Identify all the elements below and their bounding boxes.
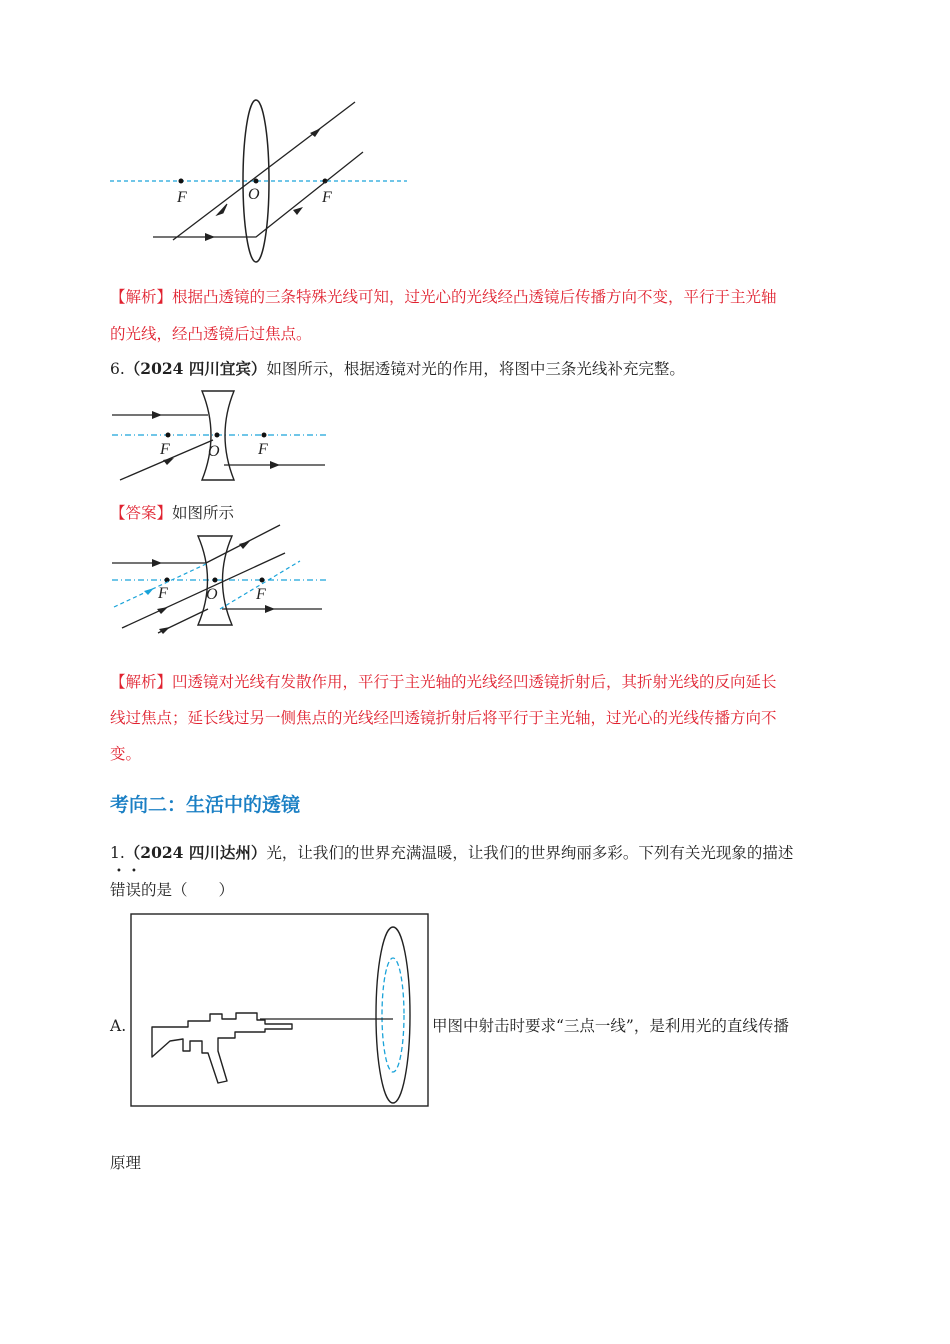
answer-tag: 【答案】	[110, 504, 173, 522]
analysis-6-line1	[110, 672, 777, 692]
label-f-left: F	[158, 585, 168, 602]
analysis-6-line3: 变。	[110, 745, 142, 763]
question-text: 如图所示，根据透镜对光的作用，将图中三条光线补充完整。	[266, 360, 685, 378]
label-o: O	[248, 186, 260, 203]
rifle-target-figure	[130, 913, 430, 1108]
question-text: 光，让我们的世界充满温暖，让我们的世界绚丽多彩。下列有关光现象的描述	[266, 844, 794, 862]
target-outer	[376, 927, 410, 1103]
question-6	[110, 359, 685, 379]
rifle-icon	[152, 1013, 292, 1083]
focus-right-dot	[262, 433, 267, 438]
arrow-extension-lower	[144, 588, 154, 595]
option-a-label: A.	[110, 1017, 127, 1035]
emphasis-dot-2: •	[131, 866, 137, 877]
analysis-tag: 【解析】	[110, 673, 173, 691]
option-a-text: 甲图中射击时要求“三点一线”，是利用光的直线传播	[432, 1017, 789, 1035]
arrow-bottom-in	[159, 627, 170, 634]
question-1	[110, 843, 793, 863]
focus-left-dot	[166, 433, 171, 438]
label-f-right: F	[256, 586, 266, 603]
target-inner	[382, 958, 404, 1072]
question-number: 6.	[110, 360, 125, 378]
optical-center-dot	[254, 179, 259, 184]
label-o: O	[206, 586, 218, 603]
emphasis-dot-1: •	[116, 866, 122, 877]
arrow-center	[163, 458, 174, 465]
label-f-left: F	[177, 189, 187, 206]
label-o: O	[208, 443, 220, 460]
answer-text: 如图所示	[172, 504, 235, 522]
question-number: 1.	[110, 844, 125, 862]
label-f-right: F	[258, 441, 268, 458]
optical-center-dot	[213, 578, 218, 583]
arrow-out	[270, 461, 280, 469]
analysis-text: 根据凸透镜的三条特殊光线可知，过光心的光线经凸透镜后传播方向不变，平行于主光轴	[172, 288, 777, 306]
concave-lens-answer-figure	[110, 533, 330, 633]
label-f-right: F	[322, 189, 332, 206]
label-f-left: F	[160, 441, 170, 458]
optical-center-dot	[215, 433, 220, 438]
answer-6	[110, 503, 234, 523]
arrow-top	[152, 411, 162, 419]
analysis-6-line2: 线过焦点；延长线过另一侧焦点的光线经凹透镜折射后将平行于主光轴，过光心的光线传播方向不	[110, 709, 777, 727]
analysis-5-line2: 的光线，经凸透镜后过焦点。	[110, 325, 312, 343]
analysis-tag: 【解析】	[110, 288, 173, 306]
analysis-text: 凹透镜对光线有发散作用，平行于主光轴的光线经凹透镜折射后，其折射光线的反向延长	[172, 673, 777, 691]
question-source: （2024 四川宜宾）	[124, 359, 267, 378]
arrow-top-out	[239, 541, 250, 549]
section-heading: 考向二：生活中的透镜	[110, 794, 301, 816]
focus-left-dot	[179, 179, 184, 184]
focus-right-dot	[260, 578, 265, 583]
concave-lens-question-figure	[110, 388, 330, 488]
analysis-5-line1	[110, 287, 777, 307]
option-a-continuation: 原理	[110, 1154, 142, 1172]
ray-through-center	[173, 102, 355, 240]
question-1-line2: 错误的是（ ）	[110, 881, 235, 899]
arrow-3	[205, 233, 215, 241]
arrow-bottom-out	[265, 605, 275, 613]
arrow-center	[157, 607, 168, 614]
question-source: （2024 四川达州）	[124, 843, 267, 862]
arrow-4	[293, 207, 303, 215]
arrow-top-in	[152, 559, 162, 567]
convex-lens-figure	[105, 95, 415, 270]
